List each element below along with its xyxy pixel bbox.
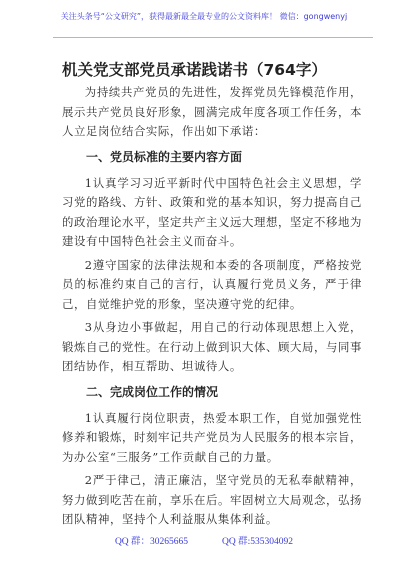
section2-item-1: 1认真履行岗位职责，热爱本职工作，自觉加强党性修养和锻炼，时刻牢记共产党员为人民服务的根本宗旨，为办公室“三服务”工作贡献自己的力量。	[62, 410, 362, 464]
section-heading-1: 一、党员标准的主要内容方面	[86, 149, 243, 164]
section1-item-2: 2遵守国家的法律法规和本委的各项制度，严格按党员的标准约束自己的言行，认真履行党员义务，严于律己，自觉维护党的形象，坚决遵守党的纪律。	[62, 257, 362, 311]
qq-group-1: QQ 群：30265665	[114, 537, 189, 547]
qq-group-2: QQ 群:535304092	[222, 537, 294, 547]
intro-paragraph: 为持续共产党员的先进性，发挥党员先锋模范作用，展示共产党员良好形象，圆满完成年度各项工作任务，本人立足岗位结合实际，作出如下承诺：	[62, 85, 362, 138]
section1-item-3: 3从身边小事做起，用自己的行动体现思想上入党，锻炼自己的党性。在行动上做到识大体、顾大局，与同事团结协作，相互帮助、坦诚待人。	[62, 320, 362, 373]
promo-banner: 关注头条号“公文研究”，获得最新最全最专业的公文资料库！ 微信：gongwenyj	[60, 12, 348, 21]
section-heading-2: 二、完成岗位工作的情况	[86, 384, 219, 399]
document-title: 机关党支部党员承诺践诺书（764字）	[62, 61, 327, 79]
contact-footer	[0, 536, 408, 548]
document-body	[62, 83, 362, 534]
section1-item-1: 1认真学习习近平新时代中国特色社会主义思想，学习党的路线、方针、政策和党的基本知识，努力提高自己的政治理论水平，坚定共产主义远大理想，坚定不移地为建设有中国特色社会主义而奋斗。	[62, 175, 362, 248]
header-divider	[53, 37, 373, 38]
section2-item-2: 2严于律己，清正廉洁，坚守党员的无私奉献精神，努力做到吃苦在前，享乐在后。牢固树立大局观念，弘扬团队精神，坚持个人利益服从集体利益。	[62, 473, 362, 526]
